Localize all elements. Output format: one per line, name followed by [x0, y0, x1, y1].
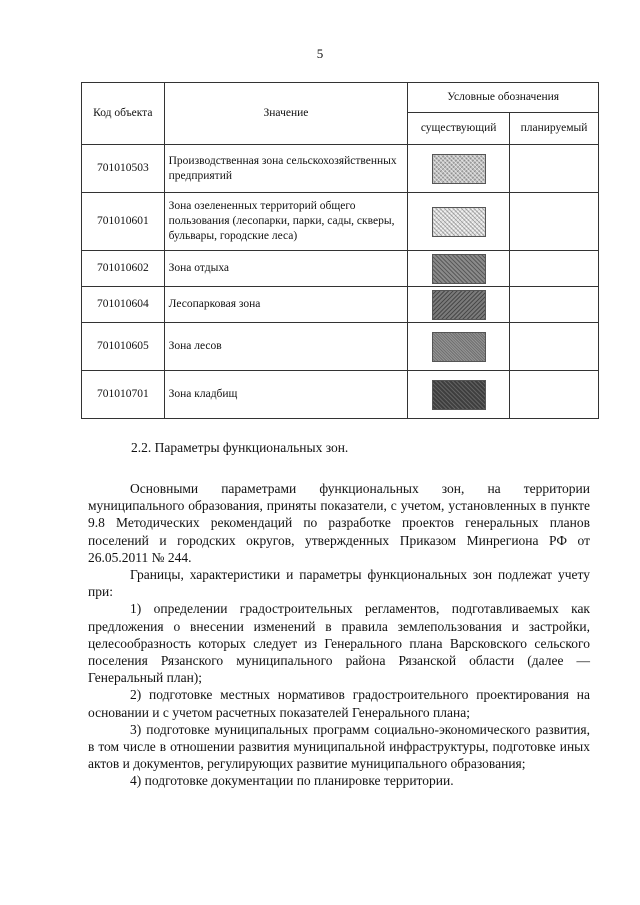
zone-swatch	[432, 332, 486, 362]
header-planned: планируемый	[509, 113, 598, 145]
zone-swatch	[432, 290, 486, 320]
row-code: 701010701	[82, 371, 165, 419]
paragraph: 3) подготовке муниципальных программ социально-экономического развития, в том числе в отношении развития муниципальной инфраструктуры, подготовке иных актов и документов, регулирующих развитие муниципального образования;	[88, 721, 590, 772]
row-code: 701010503	[82, 145, 165, 193]
body-text	[88, 480, 590, 790]
table-row	[82, 193, 599, 251]
planned-symbol	[509, 193, 598, 251]
row-meaning: Зона лесов	[164, 323, 408, 371]
planned-symbol	[509, 251, 598, 287]
header-meaning: Значение	[164, 83, 408, 145]
existing-symbol	[408, 145, 510, 193]
zone-swatch	[432, 380, 486, 410]
row-meaning: Производственная зона сельскохозяйственных предприятий	[164, 145, 408, 193]
planned-symbol	[509, 371, 598, 419]
paragraph: 1) определении градостроительных регламентов, подготавливаемых как предложения о внесении изменений в правила землепользования и застройки, целесообразность которых следует из Генерального плана Варсковского сельского поселения Рязанского муниципального района Рязанской области (далее — Генеральный план);	[88, 601, 590, 686]
row-code: 701010602	[82, 251, 165, 287]
zone-swatch	[432, 207, 486, 237]
paragraph: Границы, характеристики и параметры функциональных зон подлежат учету при:	[88, 567, 590, 600]
row-meaning: Зона кладбищ	[164, 371, 408, 419]
existing-symbol	[408, 287, 510, 323]
row-code: 701010601	[82, 193, 165, 251]
row-code: 701010604	[82, 287, 165, 323]
table-row	[82, 371, 599, 419]
table-row	[82, 251, 599, 287]
header-symbols: Условные обозначения	[408, 83, 599, 113]
paragraph: 4) подготовке документации по планировке территории.	[130, 773, 454, 789]
existing-symbol	[408, 193, 510, 251]
zone-swatch	[432, 154, 486, 184]
existing-symbol	[408, 323, 510, 371]
page-number: 5	[316, 46, 324, 61]
paragraph: Основными параметрами функциональных зон, на территории муниципального образования, приняты показатели, с учетом, установленных в пункте 9.8 Методических рекомендаций по разработке проектов генеральных планов поселений и городских округов, утвержденных Приказом Минрегиона РФ от 26.05.2011 № 244.	[88, 481, 590, 565]
zone-swatch	[432, 254, 486, 284]
header-code: Код объекта	[82, 83, 165, 145]
existing-symbol	[408, 251, 510, 287]
table-row	[82, 287, 599, 323]
row-meaning: Лесопарковая зона	[164, 287, 408, 323]
row-code: 701010605	[82, 323, 165, 371]
row-meaning: Зона озелененных территорий общего пользования (лесопарки, парки, сады, скверы, бульвары, городские леса)	[164, 193, 408, 251]
existing-symbol	[408, 371, 510, 419]
planned-symbol	[509, 287, 598, 323]
paragraph: 2) подготовке местных нормативов градостроительного проектирования на основании и с учетом расчетных показателей Генерального плана;	[88, 687, 590, 720]
table-row	[82, 145, 599, 193]
header-existing: существующий	[408, 113, 510, 145]
row-meaning: Зона отдыха	[164, 251, 408, 287]
planned-symbol	[509, 145, 598, 193]
table-row	[82, 323, 599, 371]
legend-table	[81, 82, 599, 419]
planned-symbol	[509, 323, 598, 371]
section-heading: 2.2. Параметры функциональных зон.	[131, 440, 349, 455]
